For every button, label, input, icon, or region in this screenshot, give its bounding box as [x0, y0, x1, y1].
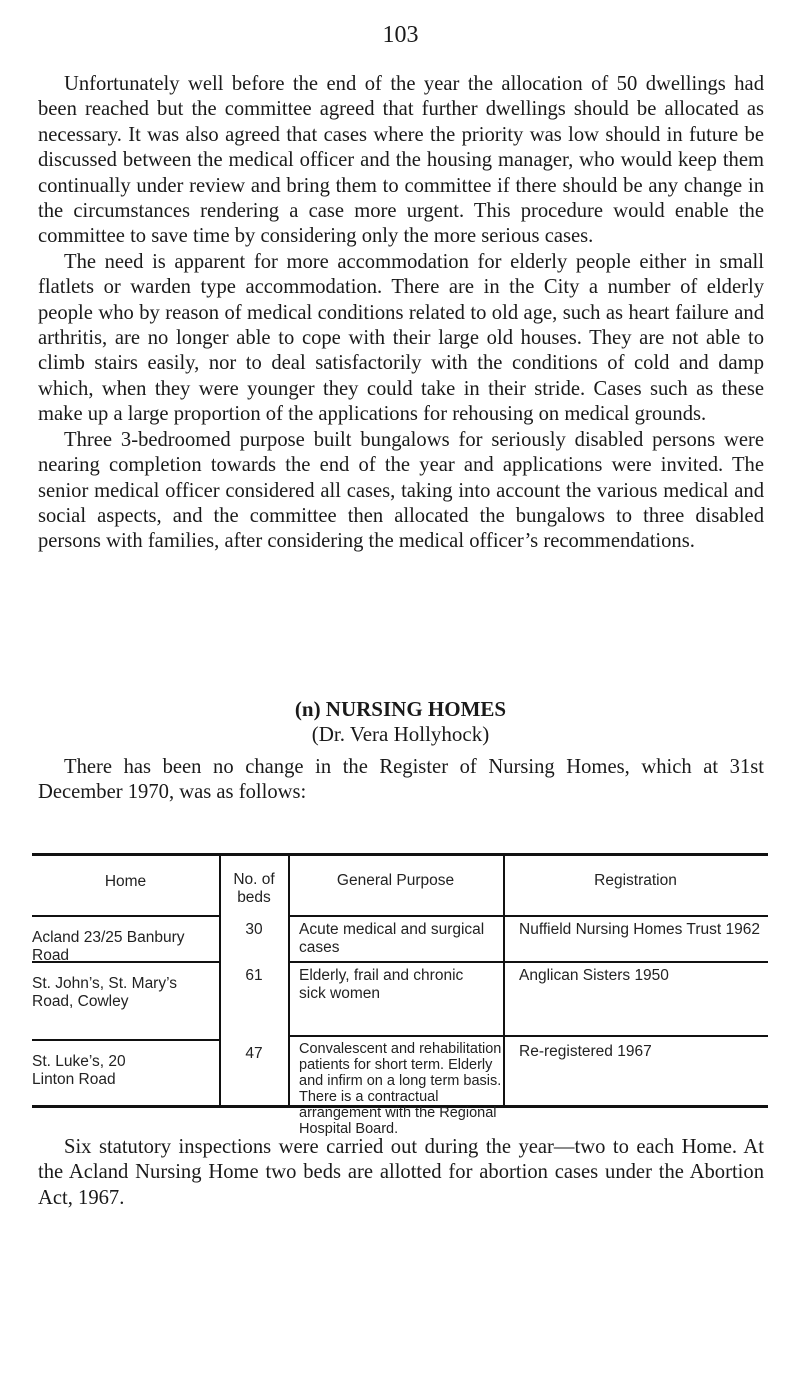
table-intro — [38, 755, 764, 806]
row-2-registration: Anglican Sisters 1950 — [519, 967, 669, 984]
row-2-home: St. John’s, St. Mary’s Road, Cowley — [32, 975, 178, 1010]
paragraph: There has been no change in the Register of Nursing Homes, which at 31st December 1970, was as follows: — [38, 756, 764, 804]
paragraph: Three 3-bedroomed purpose built bungalows for seriously disabled persons were nearing completion towards the end of the year and applications were invited. The senior medical officer considered all cases, taking into account the various medical and social aspects, and the committee then allocated the bungalows to three disabled persons with families, after considering the medical officer’s recommendations. — [38, 428, 764, 553]
column-divider — [503, 855, 505, 1105]
row-2-beds: 61 — [245, 967, 263, 984]
paragraph: The need is apparent for more accommodation for elderly people either in small flatlets or warden type accommodation. There are in the City a number of elderly people who by reason of medical conditions related to old age, such as heart failure and arthritis, are no longer able to cope with their large old houses. They are not able to climb stairs easily, nor to deal satisfactorily with the conditions of cold and damp which, when they were younger they could take in their stride. Cases such as these make up a large proportion of the applications for rehousing on medical grounds. — [38, 250, 764, 426]
table-top-rule — [32, 853, 768, 856]
row-3-home: St. Luke’s, 20 Linton Road — [32, 1053, 126, 1088]
row-3-beds: 47 — [245, 1045, 263, 1062]
row-1-home: Acland 23/25 Banbury Road — [32, 929, 185, 964]
body-text-top — [38, 72, 764, 555]
row-1-registration: Nuffield Nursing Homes Trust 1962 — [519, 921, 760, 938]
row-divider — [288, 1035, 768, 1037]
header-beds: No. of beds — [233, 871, 275, 906]
paragraph: Six statutory inspections were carried out during the year—two to each Home. At the Acland Nursing Home two beds are allotted for abortion cases under the Abortion Act, 1967. — [38, 1136, 764, 1209]
header-purpose: General Purpose — [336, 872, 455, 889]
section-heading: (n) NURSING HOMES — [294, 697, 507, 721]
nursing-homes-table — [32, 825, 768, 1137]
row-3-purpose: Convalescent and rehabilitation patients for short term. Elderly and infirm on a long term basis. There is a contractual arrangement with the Regional Hospital Board. — [299, 1041, 502, 1137]
page-number: 103 — [382, 22, 419, 48]
row-2-purpose: Elderly, frail and chronic sick women — [299, 967, 464, 1002]
row-divider — [32, 915, 219, 917]
section-author: (Dr. Vera Hollyhock) — [311, 722, 490, 746]
closing-text — [38, 1135, 764, 1211]
row-divider — [288, 961, 768, 963]
row-1-purpose: Acute medical and surgical cases — [299, 921, 485, 956]
row-1-beds: 30 — [245, 921, 263, 938]
header-home: Home — [104, 873, 147, 890]
row-3-registration: Re-registered 1967 — [519, 1043, 652, 1060]
paragraph: Unfortunately well before the end of the year the allocation of 50 dwellings had been reached but the committee agreed that further dwellings should be allocated as necessary. It was also agreed that cases where the priority was low should in future be discussed between the medical officer and the housing manager, who would keep them continually under review and bring them to committee if there should be any change in the circumstances rendering a case more urgent. This procedure would enable the committee to save time by considering only the more serious cases. — [38, 73, 764, 248]
row-divider — [32, 1039, 219, 1041]
row-divider — [288, 915, 768, 917]
header-registration: Registration — [594, 872, 677, 889]
column-divider — [288, 855, 290, 1105]
